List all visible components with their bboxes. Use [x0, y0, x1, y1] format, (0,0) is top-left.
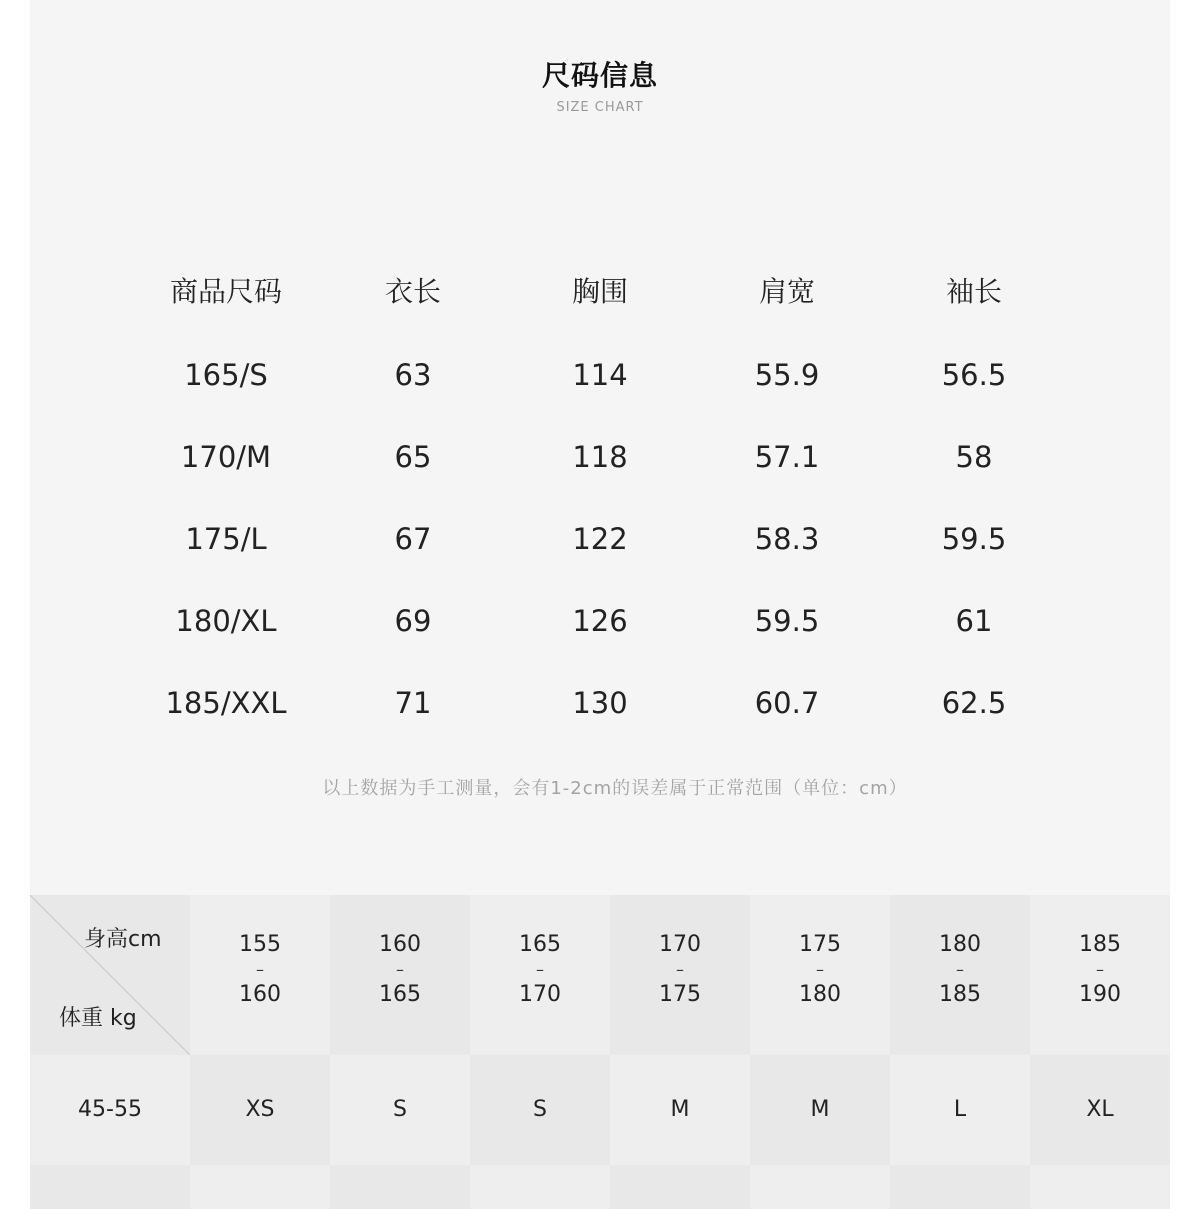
height-range-header: 185 – 190	[1030, 895, 1170, 1055]
column-header-shoulder: 肩宽	[758, 275, 815, 308]
table-cell: 58.3	[754, 522, 820, 556]
empty-cell	[190, 1165, 330, 1209]
height-label: 身高cm	[84, 927, 162, 952]
table-cell: 65	[394, 440, 432, 474]
page-title: 尺码信息	[541, 59, 658, 92]
fit-size-cell: M	[750, 1055, 890, 1165]
height-range-header: 170 – 175	[610, 895, 750, 1055]
empty-cell	[610, 1165, 750, 1209]
table-cell: 58	[955, 440, 993, 474]
table-cell: 165/S	[184, 358, 268, 392]
height-range-header: 175 – 180	[750, 895, 890, 1055]
empty-cell	[330, 1165, 470, 1209]
table-cell: 180/XL	[175, 604, 277, 638]
empty-cell	[890, 1165, 1030, 1209]
table-cell: 170/M	[180, 440, 272, 474]
empty-cell	[750, 1165, 890, 1209]
table-cell: 57.1	[754, 440, 820, 474]
page-subtitle: SIZE CHART	[556, 100, 644, 115]
corner-cell	[30, 895, 190, 1055]
height-range-header: 180 – 185	[890, 895, 1030, 1055]
fit-table	[30, 895, 1170, 1209]
fit-size-cell: XL	[1030, 1055, 1170, 1165]
fit-size-cell: S	[470, 1055, 610, 1165]
table-cell: 126	[572, 604, 628, 638]
fit-size-cell: XS	[190, 1055, 330, 1165]
fit-size-cell: M	[610, 1055, 750, 1165]
table-cell: 71	[394, 686, 432, 720]
table-cell: 185/XXL	[165, 686, 287, 720]
empty-cell	[1030, 1165, 1170, 1209]
table-cell: 63	[394, 358, 432, 392]
table-cell: 114	[572, 358, 628, 392]
empty-cell	[30, 1165, 190, 1209]
height-range-header: 165 – 170	[470, 895, 610, 1055]
column-header-chest: 胸围	[571, 275, 628, 308]
table-cell: 60.7	[754, 686, 820, 720]
table-cell: 118	[572, 440, 628, 474]
fit-size-cell: L	[890, 1055, 1030, 1165]
table-cell: 56.5	[941, 358, 1007, 392]
column-header-length: 衣长	[384, 275, 441, 308]
table-cell: 122	[572, 522, 628, 556]
column-header-size: 商品尺码	[169, 275, 282, 308]
fit-size-cell: S	[330, 1055, 470, 1165]
height-range-header: 160 – 165	[330, 895, 470, 1055]
table-cell: 59.5	[941, 522, 1007, 556]
table-cell: 67	[394, 522, 432, 556]
table-cell: 61	[955, 604, 993, 638]
table-cell: 62.5	[941, 686, 1007, 720]
table-cell: 69	[394, 604, 432, 638]
table-cell: 130	[572, 686, 628, 720]
table-cell: 59.5	[754, 604, 820, 638]
weight-label: 体重 kg	[59, 1006, 137, 1031]
weight-range-cell: 45-55	[30, 1055, 190, 1165]
empty-cell	[470, 1165, 610, 1209]
table-cell: 55.9	[754, 358, 820, 392]
measurement-note: 以上数据为手工测量，会有1-2cm的误差属于正常范围（单位：cm）	[322, 778, 908, 799]
height-range-header: 155 – 160	[190, 895, 330, 1055]
column-header-sleeve: 袖长	[945, 275, 1002, 308]
table-cell: 175/L	[185, 522, 267, 556]
